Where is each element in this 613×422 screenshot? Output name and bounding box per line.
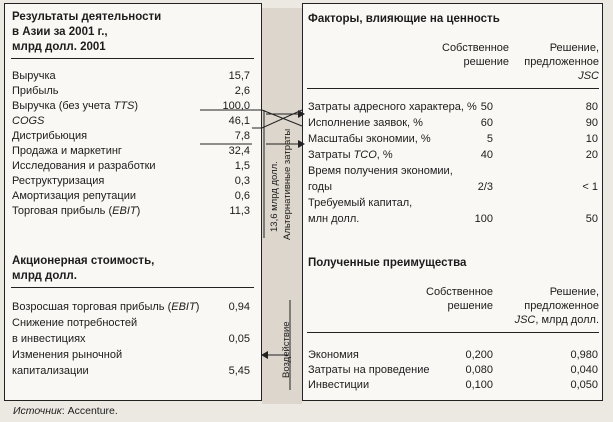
factor-row-label: Масштабы экономии, % bbox=[308, 133, 431, 145]
table-row-value: 32,4 bbox=[228, 145, 250, 157]
b-col2-header-3: JSC, млрд долл. bbox=[514, 314, 599, 326]
table-row-value: 11,3 bbox=[229, 205, 250, 217]
benefit-row-label: Инвестиции bbox=[308, 379, 370, 391]
factor-row-label: годы bbox=[308, 181, 332, 193]
table-row-label: COGS bbox=[12, 115, 45, 127]
table-row-value: 7,8 bbox=[234, 130, 250, 142]
factor-row-v2: 10 bbox=[585, 133, 598, 145]
equity-title-2: млрд долл. bbox=[12, 270, 77, 282]
alt-costs-label: 13,6 млрд долл. bbox=[269, 161, 280, 232]
equity-row-label: капитализации bbox=[12, 365, 89, 377]
table-row-label: Выручка (без учета TTS) bbox=[12, 100, 139, 112]
col2-header-1: Решение, bbox=[549, 42, 599, 54]
equity-row-value: 5,45 bbox=[228, 365, 250, 377]
factor-row-label: млн долл. bbox=[308, 213, 360, 225]
source-note bbox=[13, 405, 118, 418]
benefit-row-v1: 0,200 bbox=[465, 349, 493, 361]
equity-row-label: в инвестициях bbox=[12, 333, 86, 345]
table-row-label: Торговая прибыль (EBIT) bbox=[12, 205, 141, 217]
factors-title: Факторы, влияющие на ценность bbox=[308, 13, 500, 25]
factor-row-v2: 20 bbox=[585, 149, 598, 161]
factor-row-label: Время получения экономии, bbox=[308, 165, 453, 177]
table-row-label: Дистрибьюция bbox=[12, 130, 88, 142]
table-row-label: Продажа и маркетинг bbox=[12, 145, 122, 157]
benefit-row-v1: 0,100 bbox=[465, 379, 493, 391]
factor-row-v2: 80 bbox=[585, 101, 598, 113]
factor-row-v1: 40 bbox=[480, 149, 493, 161]
table-row-value: 2,6 bbox=[234, 85, 250, 97]
alt-costs-label-2: Альтернативные затраты bbox=[282, 128, 293, 240]
factor-row-v1: 60 bbox=[480, 117, 493, 129]
benefit-row-v2: 0,050 bbox=[570, 379, 598, 391]
benefit-row-label: Затраты на проведение bbox=[308, 364, 430, 376]
equity-row-value: 0,94 bbox=[228, 301, 250, 313]
results-title-3: млрд долл. 2001 bbox=[12, 41, 106, 53]
table-row-value: 0,3 bbox=[234, 175, 250, 187]
table-row-label: Выручка bbox=[12, 70, 56, 82]
benefit-row-label: Экономия bbox=[308, 349, 359, 361]
table-row-value: 100,0 bbox=[222, 100, 250, 112]
table-row-label: Прибыль bbox=[12, 85, 59, 97]
results-title-2: в Азии за 2001 г., bbox=[12, 26, 108, 38]
b-col2-header-1: Решение, bbox=[549, 286, 599, 298]
factor-row-label: Требуемый капитал, bbox=[308, 197, 413, 209]
arrow-left-icon bbox=[261, 351, 268, 359]
factor-row-label: Затраты адресного характера, % bbox=[308, 101, 477, 113]
equity-row-label: Изменения рыночной bbox=[12, 349, 123, 361]
equity-row-label: Снижение потребностей bbox=[12, 317, 138, 329]
b-col1-header-2: решение bbox=[447, 300, 493, 312]
table-row-label: Реструктуризация bbox=[12, 175, 105, 187]
table-row-value: 0,6 bbox=[234, 190, 250, 202]
equity-row-label: Возросшая торговая прибыль (EBIT) bbox=[12, 301, 200, 313]
col1-header-2: решение bbox=[463, 56, 509, 68]
col2-header-3: JSC bbox=[578, 70, 599, 82]
factor-row-v1: 100 bbox=[474, 213, 493, 225]
benefits-title: Полученные преимущества bbox=[308, 257, 467, 269]
arrow-right-icon bbox=[298, 110, 305, 118]
factor-row-v1: 5 bbox=[486, 133, 493, 145]
factor-row-v1: 50 bbox=[480, 101, 493, 113]
factor-row-v2: < 1 bbox=[582, 181, 598, 193]
source-text: : Accenture. bbox=[61, 405, 118, 417]
factor-row-v2: 50 bbox=[585, 213, 598, 225]
benefit-row-v2: 0,980 bbox=[570, 349, 598, 361]
table-row-label: Амортизация репутации bbox=[12, 190, 137, 202]
col1-header-1: Собственное bbox=[442, 42, 509, 54]
benefit-row-v1: 0,080 bbox=[465, 364, 493, 376]
impact-label: Воздействие bbox=[281, 321, 292, 378]
table-row-label: Исследования и разработки bbox=[12, 160, 156, 172]
benefit-row-v2: 0,040 bbox=[570, 364, 598, 376]
equity-row-value: 0,05 bbox=[228, 333, 250, 345]
table-row-value: 46,1 bbox=[228, 115, 250, 127]
table-row-value: 15,7 bbox=[228, 70, 250, 82]
equity-title-1: Акционерная стоимость, bbox=[12, 255, 155, 267]
table-row-value: 1,5 bbox=[234, 160, 250, 172]
source-prefix: Источник bbox=[13, 405, 62, 417]
factor-row-label: Затраты TCO, % bbox=[308, 149, 393, 161]
factor-row-label: Исполнение заявок, % bbox=[308, 117, 423, 129]
arrow-right-icon bbox=[298, 140, 305, 148]
results-title-1: Результаты деятельности bbox=[12, 11, 162, 23]
b-col2-header-2: предложенное bbox=[524, 300, 599, 312]
factor-row-v1: 2/3 bbox=[477, 181, 493, 193]
col2-header-2: предложенное bbox=[524, 56, 599, 68]
b-col1-header-1: Собственное bbox=[426, 286, 493, 298]
factor-row-v2: 90 bbox=[585, 117, 598, 129]
